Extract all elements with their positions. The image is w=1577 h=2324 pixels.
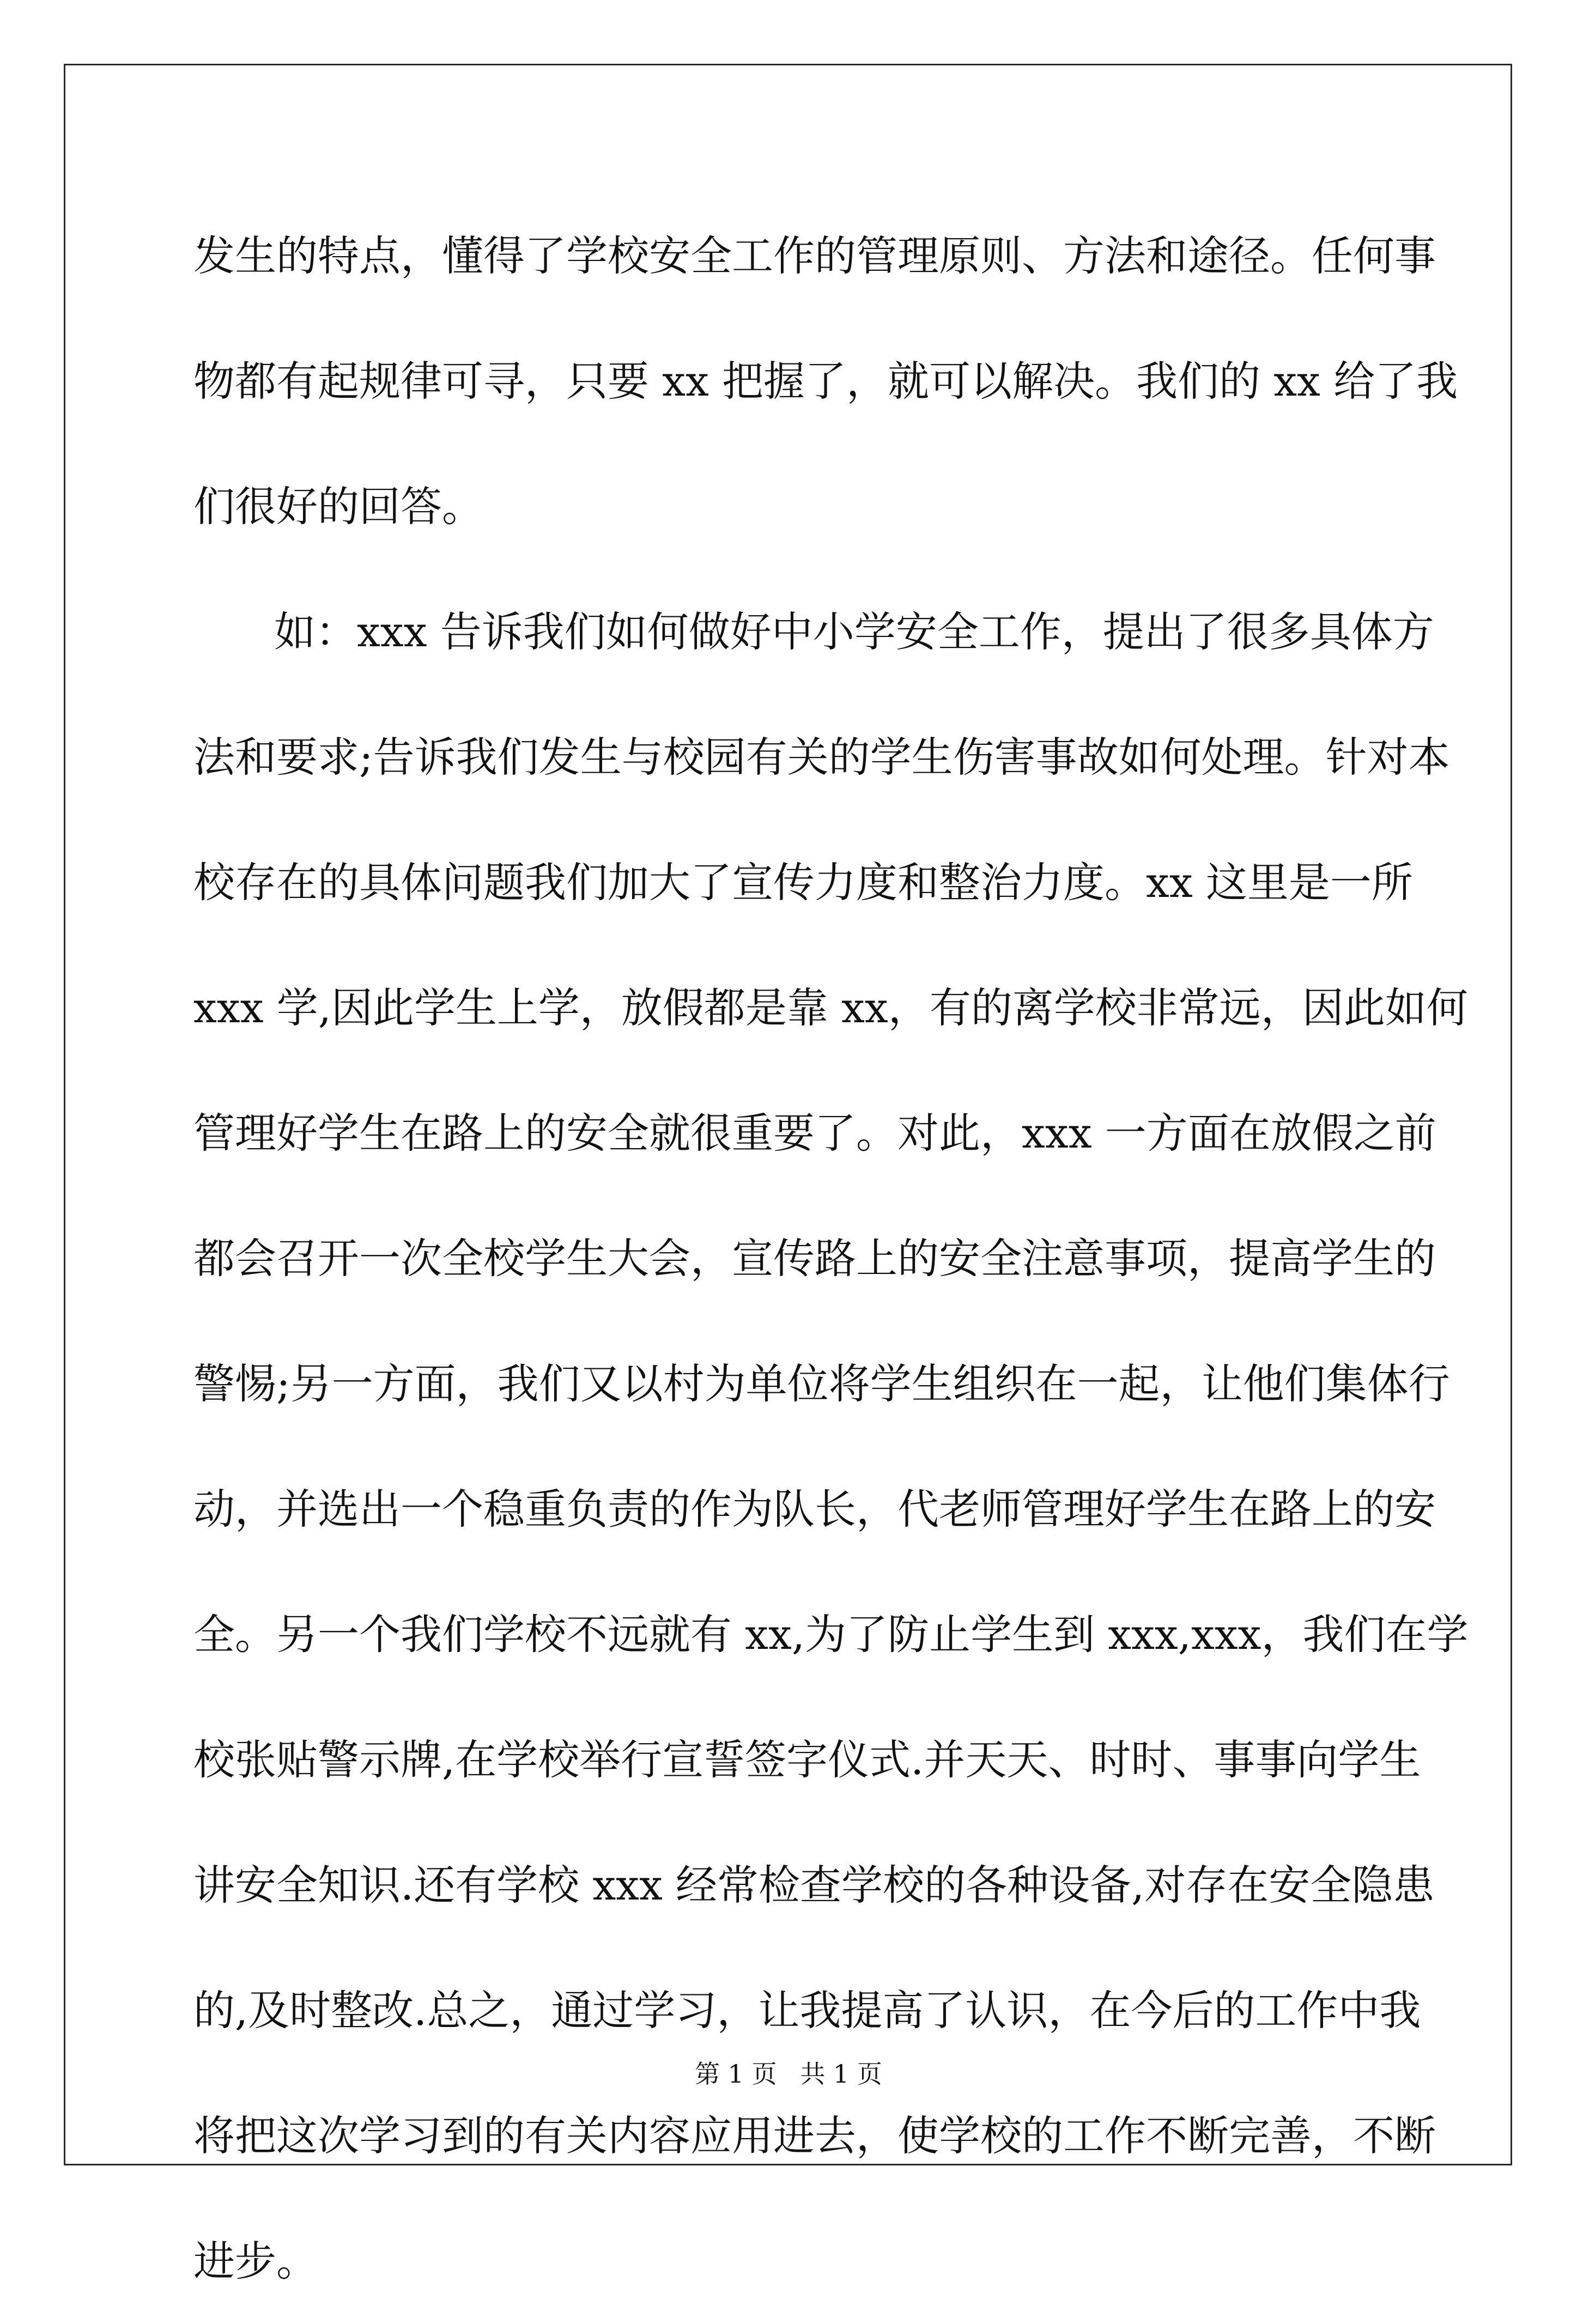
text-line-7: xxx 学,因此学生上学，放假都是靠 xx，有的离学校非常远，因此如何 [193,984,1468,1032]
text-line-16: 将把这次学习到的有关内容应用进去，使学校的工作不断完善，不断 [193,2111,1436,2160]
page-number: 第 1 页 [695,2059,777,2089]
text-line-15: 的,及时整改.总之，通过学习，让我提高了认识，在今后的工作中我 [193,1986,1421,2035]
text-line-13: 校张贴警示牌,在学校举行宣誓签字仪式.并天天、时时、事事向学生 [193,1736,1421,1784]
text-line-8: 管理好学生在路上的安全就很重要了。对此，xxx 一方面在放假之前 [193,1109,1436,1157]
page-footer [0,2054,1577,2090]
text-line-12: 全。另一个我们学校不远就有 xx,为了防止学生到 xxx,xxx，我们在学 [193,1610,1469,1659]
text-line-1: 发生的特点，懂得了学校安全工作的管理原则、方法和途径。任何事 [193,232,1436,280]
text-line-17: 进步。 [193,2237,318,2285]
text-line-9: 都会召开一次全校学生大会，宣传路上的安全注意事项，提高学生的 [193,1234,1436,1283]
text-line-14: 讲安全知识.还有学校 xxx 经常检查学校的各种设备,对存在安全隐患 [193,1861,1435,1909]
text-line-6: 校存在的具体问题我们加大了宣传力度和整治力度。xx 这里是一所 [193,858,1413,907]
text-line-3: 们很好的回答。 [193,482,483,531]
text-line-4: 如：xxx 告诉我们如何做好中小学安全工作，提出了很多具体方 [274,608,1434,656]
text-line-10: 警惕;另一方面，我们又以村为单位将学生组织在一起，让他们集体行 [193,1360,1450,1408]
page-total: 共 1 页 [800,2059,882,2089]
document-body [193,193,1469,2324]
text-line-5: 法和要求;告诉我们发生与校园有关的学生伤害事故如何处理。针对本 [193,733,1450,781]
text-line-11: 动，并选出一个稳重负责的作为队长，代老师管理好学生在路上的安 [193,1485,1436,1533]
text-line-2: 物都有起规律可寻，只要 xx 把握了，就可以解决。我们的 xx 给了我 [193,357,1458,405]
